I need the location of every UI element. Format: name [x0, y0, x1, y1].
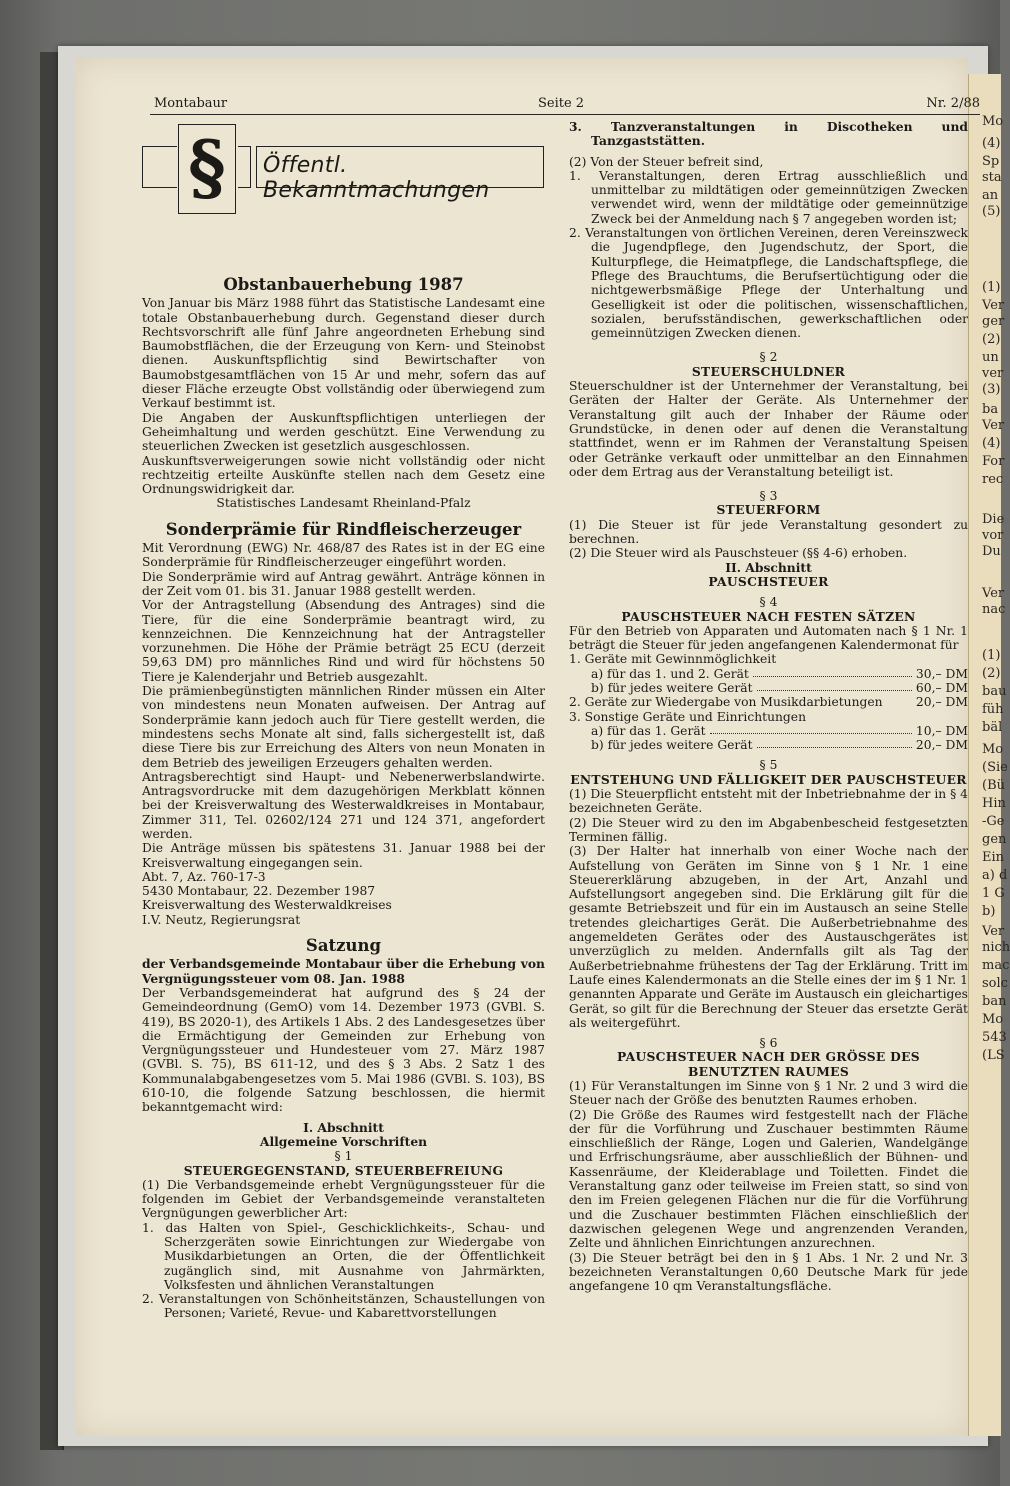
- adjacent-page-fragment: nac: [982, 602, 1006, 617]
- adjacent-page-fragment: Die: [982, 512, 1005, 527]
- adjacent-page-fragment: 543: [982, 1030, 1007, 1045]
- adjacent-page-fragment: füh: [982, 702, 1004, 717]
- article-paragraph: (1) Die Verbandsgemeinde erhebt Vergnügungssteuer für die folgenden im Gebiet der Verbandsgemeinde veranstalteten Vergnügungen gewerblicher Art:: [142, 1177, 545, 1221]
- rate-amount: 10,– DM: [915, 723, 968, 738]
- header-town: Montabaur: [154, 96, 228, 111]
- rate-label: 2. Geräte zur Wiedergabe von Musikdarbietungen: [569, 695, 883, 710]
- article-paragraph: Die Anträge müssen bis spätestens 31. Januar 1988 bei der Kreisverwaltung eingegangen sein.: [142, 841, 545, 870]
- adjacent-page-fragment: ver: [982, 366, 1004, 381]
- adjacent-page-fragment: Ver: [982, 298, 1005, 313]
- section-heading: Allgemeine Vorschriften: [259, 1133, 428, 1149]
- adjacent-page-fragment: an: [982, 188, 999, 203]
- adjacent-page-fragment: mac: [982, 958, 1010, 973]
- rate-label: b) für jedes weitere Gerät: [591, 680, 753, 695]
- adjacent-page-fragment: b): [982, 904, 996, 919]
- list-item: 3. Tanzveranstaltungen in Discotheken und Tanzgaststätten.: [569, 119, 968, 149]
- adjacent-page-fragment: Ver: [982, 418, 1005, 433]
- article-paragraph: Der Verbandsgemeinderat hat aufgrund des § 24 der Gemeindeordnung (GemO) vom 14. Dezember 1973 (GVBl. S. 419), BS 2020-1), des Artikels 1 Abs. 2 des Landesgesetzes über die Ermächtigung der Gemeinden zur Erhebung von Vergnügungssteuer und Hundesteuer vom 27. März 1987 (GVBl. S. 75), BS 611-12, und des § 3 Abs. 2 Satz 1 des Kommunalabgabengesetzes vom 5. Mai 1986 (GVBl. S. 103), BS 610-10, die folgende Satzung beschlossen, die hiermit bekanntgemacht wird:: [142, 985, 545, 1115]
- article-title: Satzung: [305, 936, 382, 956]
- article-paragraph: (1) Die Steuerpflicht entsteht mit der Inbetriebnahme der in § 4 bezeichneten Geräte.: [569, 787, 968, 816]
- adjacent-page-fragment: Ver: [982, 924, 1005, 939]
- adjacent-page-fragment: For: [982, 454, 1005, 469]
- article-paragraph: (3) Die Steuer beträgt bei den in § 1 Abs. 1 Nr. 2 und Nr. 3 bezeichneten Veranstaltungen 0,60 Deutsche Mark für jede angefangene 10 qm Veranstaltungsfläche.: [569, 1250, 968, 1294]
- adjacent-page-fragment: (4): [982, 436, 1001, 451]
- paragraph-number: § 2: [759, 350, 778, 365]
- adjacent-page-fragment: Hin: [982, 796, 1006, 811]
- adjacent-page-fragment: vor: [982, 528, 1004, 543]
- article-paragraph: (2) Die Größe des Raumes wird festgestellt nach der Fläche der für die Vorführung und Zuschauer bestimmten Räume einschließlich der Ränge, Logen und Galerien, Wandelgänge und Erfrischungsräume, aber ausschließlich der Bühnen- und Kassenräume, der Kleiderablage und Toiletten. Findet die Veranstaltung ganz oder teilweise im Freien statt, so sind von den im Freien gelegenen Flächen nur die für die Vorführung und die Zuschauer bestimmten Flächen einschließlich der dazwischen gelegenen Wege und angrenzenden Veranden, Zelte und ähnlichen Einrichtungen anzurechnen.: [569, 1107, 968, 1251]
- notices-banner: [142, 124, 544, 214]
- article-paragraph: (2) Von der Steuer befreit sind,: [569, 154, 764, 169]
- article-title: Obstanbauerhebung 1987: [223, 275, 464, 294]
- statute-subtitle: der Verbandsgemeinde Montabaur über die Erhebung von Vergnügungssteuer vom 08. Jan. 1988: [142, 956, 545, 986]
- adjacent-page-fragment: ba: [982, 402, 999, 417]
- adjacent-page-fragment: (Bü: [982, 778, 1005, 793]
- paragraph-title: ENTSTEHUNG UND FÄLLIGKEIT DER PAUSCHSTEUER: [570, 771, 967, 787]
- rate-amount: 60,– DM: [915, 680, 968, 695]
- page-header: [150, 96, 980, 115]
- header-page-number: Seite 2: [538, 96, 585, 111]
- adjacent-page-fragment: Mo: [982, 742, 1004, 757]
- article-paragraph: Mit Verordnung (EWG) Nr. 468/87 des Rates ist in der EG eine Sonderprämie für Rindfleischerzeuger eingeführt worden.: [142, 541, 545, 570]
- signature-line: I.V. Neutz, Regierungsrat: [142, 912, 301, 927]
- right-column: [569, 120, 968, 1293]
- section-heading: I. Abschnitt: [303, 1119, 384, 1135]
- adjacent-page-fragment: solc: [982, 976, 1008, 991]
- section-heading: PAUSCHSTEUER: [708, 573, 829, 589]
- rate-row: [569, 667, 968, 681]
- article-paragraph: (1) Für Veranstaltungen im Sinne von § 1 Nr. 2 und 3 wird die Steuer nach der Größe des benutzten Raumes erhoben.: [569, 1079, 968, 1108]
- banner-bar-mid: [238, 146, 251, 188]
- paragraph-number: § 1: [334, 1149, 353, 1164]
- adjacent-page-fragment: Mo: [982, 1012, 1004, 1027]
- article-paragraph: Die Angaben der Auskunftspflichtigen unterliegen der Geheimhaltung und werden geschützt. Eine Verwendung zu steuerlichen Zwecken ist gesetzlich ausgeschlossen.: [142, 410, 545, 454]
- adjacent-page-fragment: Mo: [982, 114, 1004, 129]
- rate-row: [569, 738, 968, 752]
- list-item: 2. Veranstaltungen von örtlichen Vereinen, deren Vereinszweck die Jugendpflege, den Jugendschutz, der Sport, die Kulturpflege, die Heimatpflege, die Landschaftspflege, die Pflege des Brauchtums, die Berufsertüchtigung oder die nichtgewerbsmäßige Pflege der Unterhaltung und Geselligkeit ist oder die politischen, wissenschaftlichen, sozialen, berufsständischen, gewerkschaftlichen oder gemeinnützigen Zwecken dienen.: [569, 226, 968, 341]
- signature-line: Abt. 7, Az. 760-17-3: [142, 869, 266, 884]
- adjacent-page-fragment: (2): [982, 332, 1001, 347]
- rate-label: a) für das 1. und 2. Gerät: [591, 666, 749, 681]
- adjacent-page-fragment: Du: [982, 544, 1001, 559]
- section-heading: II. Abschnitt: [725, 559, 812, 575]
- article-paragraph: Die Sonderprämie wird auf Antrag gewährt. Anträge können in der Zeit vom 01. bis 31. Januar 1988 gestellt werden.: [142, 569, 545, 598]
- adjacent-page-fragment: Ein: [982, 850, 1005, 865]
- rate-amount: 20,– DM: [915, 695, 968, 710]
- article-paragraph: Steuerschuldner ist der Unternehmer der Veranstaltung, bei Geräten der Halter der Geräte. Als Unternehmer der Veranstaltung gilt auch der Inhaber der Räume oder Grundstücke, in denen oder auf denen die Veranstaltung stattfindet, wenn er im Rahmen der Veranstaltung Speisen oder Getränke verkauft oder unmittelbar an den Einnahmen oder dem Ertrag aus der Veranstaltung beteiligt ist.: [569, 379, 968, 479]
- paragraph-title: STEUERGEGENSTAND, STEUERBEFREIUNG: [183, 1162, 504, 1178]
- adjacent-page-fragment: Sp: [982, 154, 1000, 169]
- article-paragraph: (3) Der Halter hat innerhalb von einer Woche nach der Aufstellung von Geräten im Sinne von § 1 Nr. 1 eine Steuererklärung abzugeben, in der Art, Anzahl und Aufstellungsort angegeben sind. Die Erklärung gilt für die gesamte Betriebszeit und für ein im Austausch an seine Stelle tretendes gleichartiges Gerät. Die Außerbetriebnahme des angemeldeten Gerätes oder des Austauschgerätes ist unverzüglich zu melden. Andernfalls gilt als Tag der Außerbetriebnahme frühestens der Tag der Erklärung. Tritt im Laufe eines Kalendermonats an die Stelle eines der im § 1 Nr. 1 genannten Apparate und Geräte im Austausch ein gleichartiges Gerät, so gilt für die Berechnung der Steuer das ersetzte Gerät als weitergeführt.: [569, 844, 968, 1030]
- paragraph-number: § 5: [759, 758, 778, 773]
- article-paragraph: Auskunftsverweigerungen sowie nicht vollständig oder nicht rechtzeitig erteilte Auskünfte stellen nach dem Gesetz eine Ordnungswidrigkeit dar.: [142, 453, 545, 497]
- adjacent-page-fragment: (LS: [982, 1048, 1005, 1063]
- article-paragraph: Vor der Antragstellung (Absendung des Antrages) sind die Tiere, für die eine Sonderprämie beantragt wird, zu kennzeichnen. Die Kennzeichnung hat der Antragsteller vorzunehmen. Die Höhe der Prämie beträgt 25 ECU (derzeit 59,63 DM) pro männliches Rind und wird für höchstens 50 Tiere je Kalenderjahr und Betrieb ausgezahlt.: [142, 598, 545, 684]
- list-item: 2. Veranstaltungen von Schönheitstänzen, Schaustellungen von Personen; Varieté, Revue- und Kabarettvorstellungen: [142, 1292, 545, 1321]
- adjacent-page-fragment: (5): [982, 204, 1001, 219]
- adjacent-page-fragment: rec: [982, 472, 1004, 487]
- list-item: 1. das Halten von Spiel-, Geschicklichkeits-, Schau- und Scherzgeräten sowie Einrichtungen zur Wiedergabe von Musikdarbietungen an Orten, die der Öffentlichkeit zugänglich sind, mit Ausnahme von Jahrmärkten, Volksfesten und ähnlichen Veranstaltungen: [142, 1220, 545, 1292]
- paragraph-title: STEUERFORM: [716, 502, 821, 518]
- header-issue-number: Nr. 2/88: [926, 96, 980, 111]
- adjacent-page-fragment: ban: [982, 994, 1007, 1009]
- article-paragraph: Die prämienbegünstigten männlichen Rinder müssen ein Alter von mindestens neun Monaten aufweisen. Der Antrag auf Sonderprämie kann jedoch auch für Tiere gestellt werden, die mindestens sechs Monate alt sind, falls sichergestellt ist, daß diese Tiere bis zur Erreichung des Alters von neun Monaten in dem Betrieb des jeweiligen Erzeugers gehalten werden.: [142, 684, 545, 770]
- adjacent-page-fragment: (1): [982, 648, 1001, 663]
- list-item: 3. Sonstige Geräte und Einrichtungen: [569, 709, 806, 724]
- paragraph-title: PAUSCHSTEUER NACH DER GRÖSSE DES BENUTZTEN RAUMES: [616, 1049, 920, 1079]
- list-item: 1. Veranstaltungen, deren Ertrag ausschließlich und unmittelbar zu mildtätigen oder gemeinnützigen Zwecken verwendet wird, wenn der mildtätige oder gemeinnützige Zweck bei der Anmeldung nach § 7 angegeben worden ist;: [569, 168, 968, 226]
- adjacent-page-fragment: bäl: [982, 720, 1003, 735]
- adjacent-page-fragment: a) d: [982, 868, 1008, 883]
- paragraph-number: § 4: [759, 595, 778, 610]
- article-paragraph: Von Januar bis März 1988 führt das Statistische Landesamt eine totale Obstanbauerhebung durch. Gegenstand dieser durch Rechtsvorschrift alle fünf Jahre angeordneten Erhebung sind Baumobstflächen, die der Erzeugung von Kern- und Steinobst dienen. Auskunftspflichtig sind Bewirtschafter von Baumobstgesamtflächen von 15 Ar und mehr, sofern das auf dieser Fläche erzeugte Obst vollständig oder überwiegend zum Verkauf bestimmt ist.: [142, 296, 545, 411]
- adjacent-page-fragment: (1): [982, 280, 1001, 295]
- adjacent-page-fragment: -Ge: [982, 814, 1005, 829]
- article-paragraph: (1) Die Steuer ist für jede Veranstaltung gesondert zu berechnen.: [569, 517, 968, 547]
- adjacent-page-fragment: 1 G: [982, 886, 1005, 901]
- rate-row: [569, 681, 968, 695]
- article-paragraph: Antragsberechtigt sind Haupt- und Nebenerwerbslandwirte. Antragsvordrucke mit dem dazugehörigen Merkblatt können bei der Kreisverwaltung des Westerwaldkreises in Montabaur, Zimmer 311, Tel. 02602/124 271 und 124 371, angefordert werden.: [142, 769, 545, 841]
- rate-amount: 20,– DM: [915, 738, 968, 753]
- article-paragraph: Für den Betrieb von Apparaten und Automaten nach § 1 Nr. 1 beträgt die Steuer für jeden angefangenen Kalendermonat für: [569, 623, 968, 653]
- article-signature: Statistisches Landesamt Rheinland-Pfalz: [216, 496, 471, 511]
- left-column: [142, 270, 545, 1321]
- rate-amount: 30,– DM: [915, 666, 968, 681]
- adjacent-page-fragment: un: [982, 350, 999, 365]
- adjacent-page-fragment: bau: [982, 684, 1007, 699]
- adjacent-page-fragment: ger: [982, 314, 1005, 329]
- rate-row: [569, 695, 968, 709]
- adjacent-page-fragment: (3): [982, 382, 1001, 397]
- article-title: Sonderprämie für Rindfleischerzeuger: [165, 519, 522, 539]
- adjacent-page-fragment: (Sie: [982, 760, 1008, 775]
- paragraph-sign-icon: §: [178, 124, 236, 214]
- banner-title-box: [256, 146, 544, 203]
- paragraph-title: PAUSCHSTEUER NACH FESTEN SÄTZEN: [621, 608, 916, 624]
- adjacent-page-fragment: (2): [982, 666, 1001, 681]
- adjacent-page-edge: [968, 74, 1010, 1436]
- banner-bar-left: [142, 146, 177, 188]
- adjacent-page-fragment: nich: [982, 940, 1010, 955]
- paragraph-title: STEUERSCHULDNER: [691, 363, 846, 379]
- paragraph-number: § 3: [759, 489, 778, 504]
- signature-line: 5430 Montabaur, 22. Dezember 1987: [142, 884, 376, 899]
- adjacent-page-fragment: Ver: [982, 586, 1005, 601]
- signature-line: Kreisverwaltung des Westerwaldkreises: [142, 898, 392, 913]
- adjacent-page-fragment: (4): [982, 136, 1001, 151]
- article-paragraph: (2) Die Steuer wird zu den im Abgabenbescheid festgesetzten Terminen fällig.: [569, 815, 968, 844]
- rate-label: b) für jedes weitere Gerät: [591, 738, 753, 753]
- paragraph-number: § 6: [759, 1036, 778, 1051]
- adjacent-page-fragment: sta: [982, 170, 1002, 185]
- rate-label: a) für das 1. Gerät: [591, 723, 706, 738]
- banner-title: Öffentl. Bekanntmachungen: [263, 153, 490, 203]
- rate-row: [569, 724, 968, 738]
- adjacent-page-fragment: gen: [982, 832, 1007, 847]
- list-item: 1. Geräte mit Gewinnmöglichkeit: [569, 652, 777, 667]
- article-paragraph: (2) Die Steuer wird als Pauschsteuer (§§ 4-6) erhoben.: [569, 546, 908, 561]
